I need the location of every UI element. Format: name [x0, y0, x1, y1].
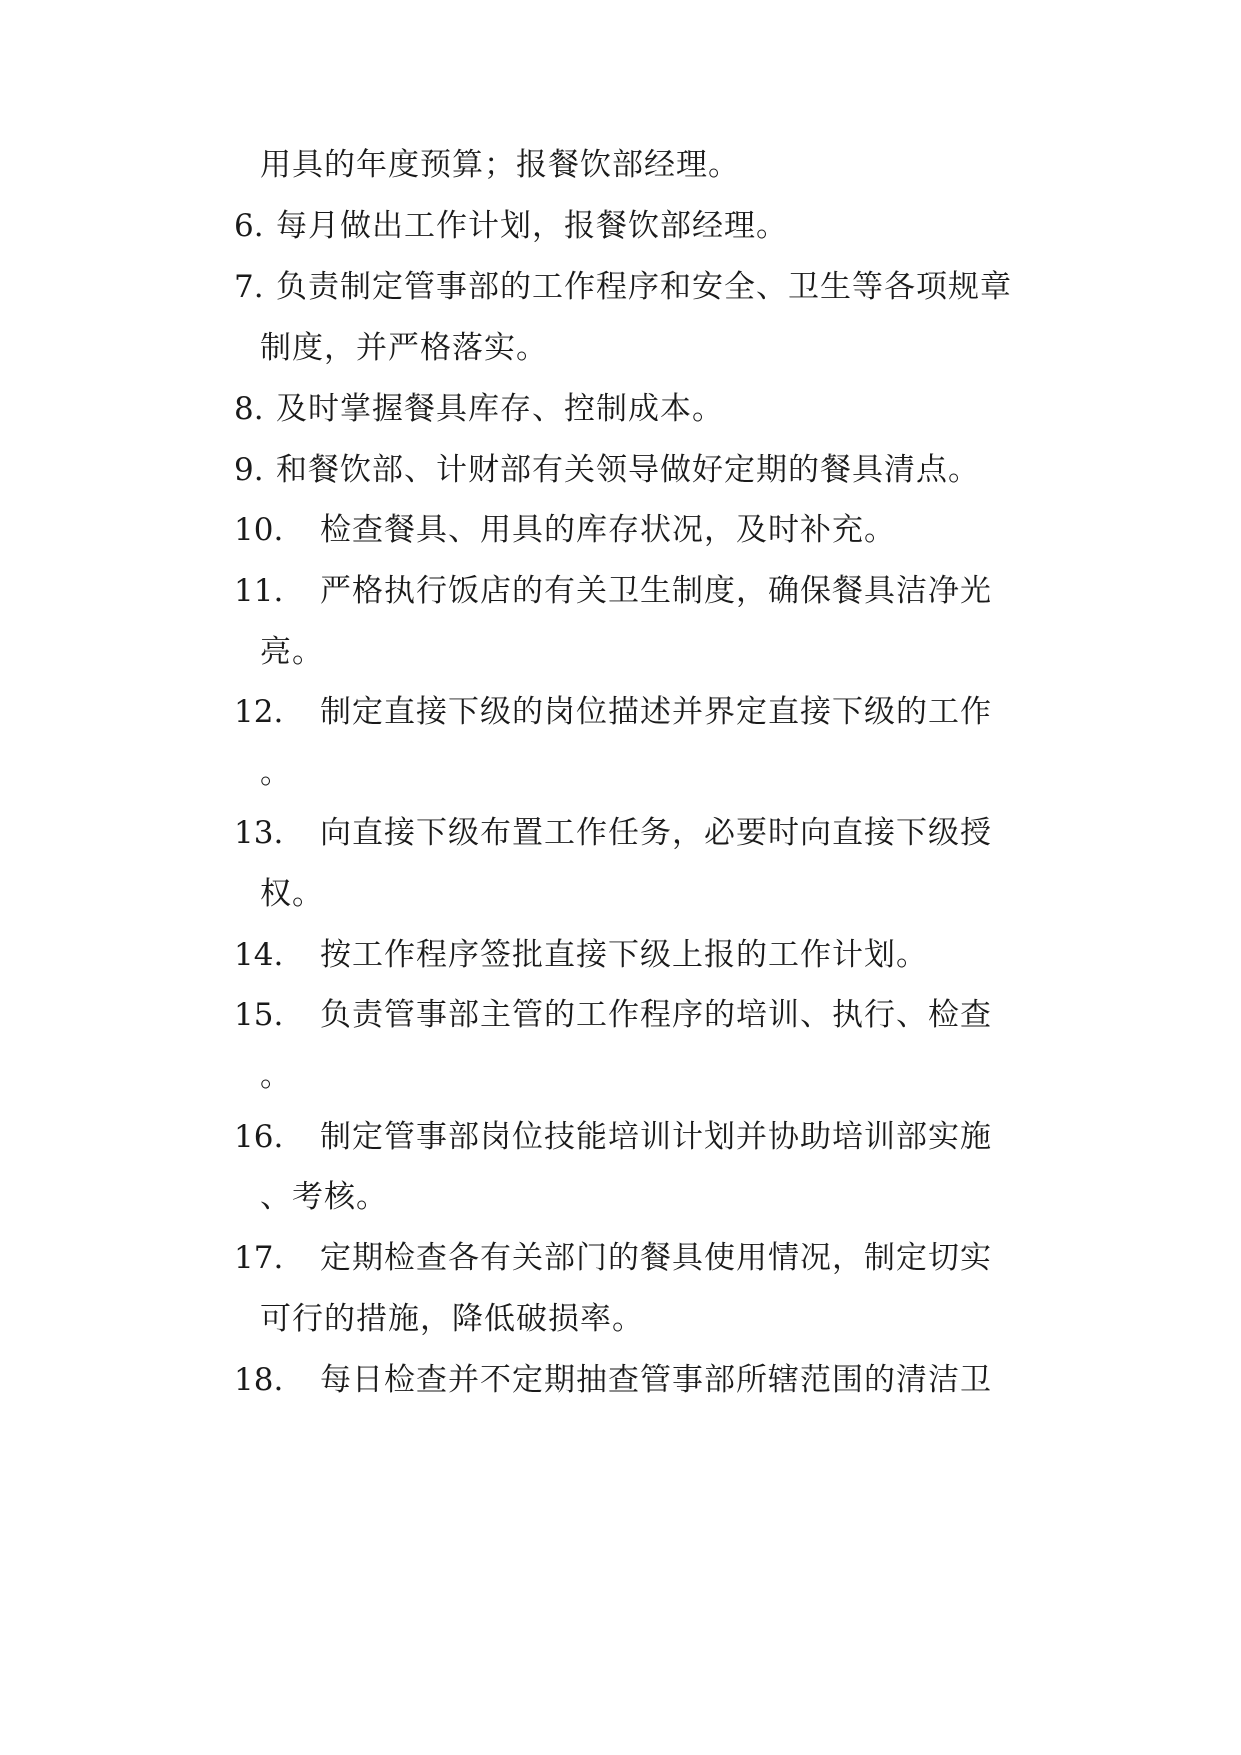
line-text: 可行的措施，降低破损率。	[260, 1301, 644, 1337]
item-number: 15.	[234, 997, 284, 1033]
line-text: 、考核。	[260, 1179, 388, 1215]
line-text: 用具的年度预算；报餐饮部经理。	[260, 147, 740, 183]
item-text: 每日检查并不定期抽查管事部所辖范围的清洁卫	[320, 1362, 992, 1398]
item-number: 17.	[234, 1240, 284, 1276]
line-text: 制度，并严格落实。	[260, 330, 548, 366]
item-text: 检查餐具、用具的库存状况，及时补充。	[320, 512, 896, 548]
item-number: 12.	[234, 694, 284, 730]
item-number: 16.	[234, 1119, 284, 1155]
line-text: 亮。	[260, 634, 324, 670]
item-text: 严格执行饭店的有关卫生制度，确保餐具洁净光	[320, 573, 992, 609]
item-number: 11.	[234, 573, 284, 609]
item-text: 按工作程序签批直接下级上报的工作计划。	[320, 937, 928, 973]
item-text: 及时掌握餐具库存、控制成本。	[276, 391, 724, 427]
item-text: 负责制定管事部的工作程序和安全、卫生等各项规章	[276, 269, 1012, 305]
item-text: 向直接下级布置工作任务，必要时向直接下级授	[320, 815, 992, 851]
item-number: 7.	[234, 269, 264, 305]
item-text: 负责管事部主管的工作程序的培训、执行、检查	[320, 997, 992, 1033]
item-text: 和餐饮部、计财部有关领导做好定期的餐具清点。	[276, 452, 980, 488]
item-number: 13.	[234, 815, 284, 851]
item-number: 10.	[234, 512, 284, 548]
item-number: 9.	[234, 452, 264, 488]
line-text: 权。	[260, 876, 324, 912]
item-number: 6.	[234, 208, 264, 244]
item-number: 18.	[234, 1362, 284, 1398]
item-text: 制定管事部岗位技能培训计划并协助培训部实施	[320, 1119, 992, 1155]
item-number: 14.	[234, 937, 284, 973]
item-text: 定期检查各有关部门的餐具使用情况，制定切实	[320, 1240, 992, 1276]
item-text: 每月做出工作计划，报餐饮部经理。	[276, 208, 788, 244]
line-text: 。	[260, 755, 292, 791]
item-text: 制定直接下级的岗位描述并界定直接下级的工作	[320, 694, 992, 730]
line-text: 。	[260, 1058, 292, 1094]
item-number: 8.	[234, 391, 264, 427]
